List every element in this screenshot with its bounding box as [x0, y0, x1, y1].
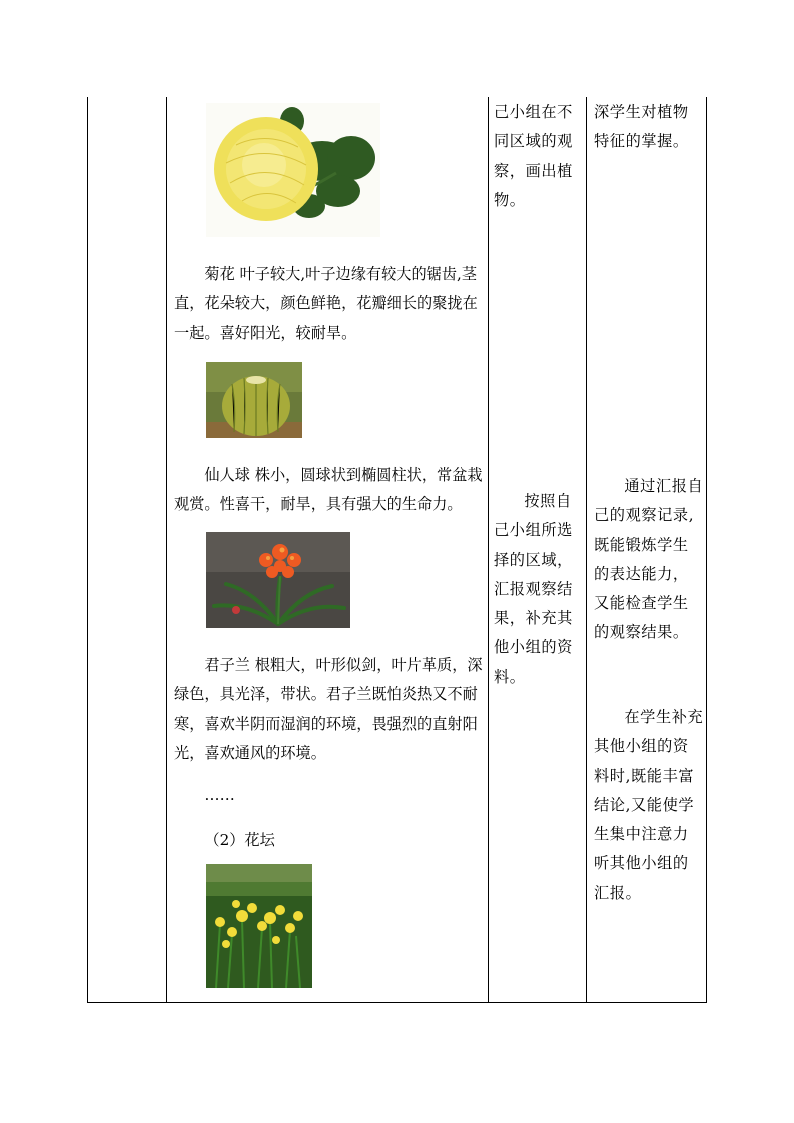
chrysanthemum-description: 菊花 叶子较大,叶子边缘有较大的锯齿,茎直，花朵较大，颜色鲜艳，花瓣细长的聚拢在一起。喜好阳光，较耐旱。 — [174, 265, 478, 342]
student-activity-observe: 己小组在不同区域的观察，画出植物。 — [494, 103, 573, 209]
table-divider-2 — [488, 97, 489, 1003]
table-border-right — [706, 97, 707, 1003]
chrysanthemum-image — [206, 103, 380, 237]
table-divider-3 — [586, 97, 587, 1003]
ellipsis: …… — [204, 786, 235, 804]
table-divider-1 — [166, 97, 167, 1003]
table-border-bottom — [87, 1002, 707, 1003]
flowerbed-image — [206, 864, 312, 988]
design-intent-features: 深学生对植物特征的掌握。 — [594, 103, 689, 151]
design-intent-supplement: 在学生补充其他小组的资料时,既能丰富结论,又能使学生集中注意力听其他小组的汇报。 — [594, 708, 704, 902]
student-activity-report: 按照自己小组所选择的区域，汇报观察结果，补充其他小组的资料。 — [494, 492, 573, 686]
clivia-description: 君子兰 根粗大，叶形似剑，叶片革质，深绿色，具光泽，带状。君子兰既怕炎热又不耐寒，喜欢半阴而湿润的环境，畏强烈的直射阳光，喜欢通风的环境。 — [174, 656, 483, 762]
section-heading-flowerbed: （2）花坛 — [204, 831, 275, 849]
clivia-image — [206, 532, 350, 628]
cactus-image — [206, 362, 302, 438]
cactus-description: 仙人球 株小，圆球状到椭圆柱状，常盆栽观赏。性喜干，耐旱，具有强大的生命力。 — [174, 466, 483, 514]
design-intent-report: 通过汇报自己的观察记录,既能锻炼学生的表达能力，又能检查学生的观察结果。 — [594, 477, 704, 642]
table-border-left — [87, 97, 88, 1003]
